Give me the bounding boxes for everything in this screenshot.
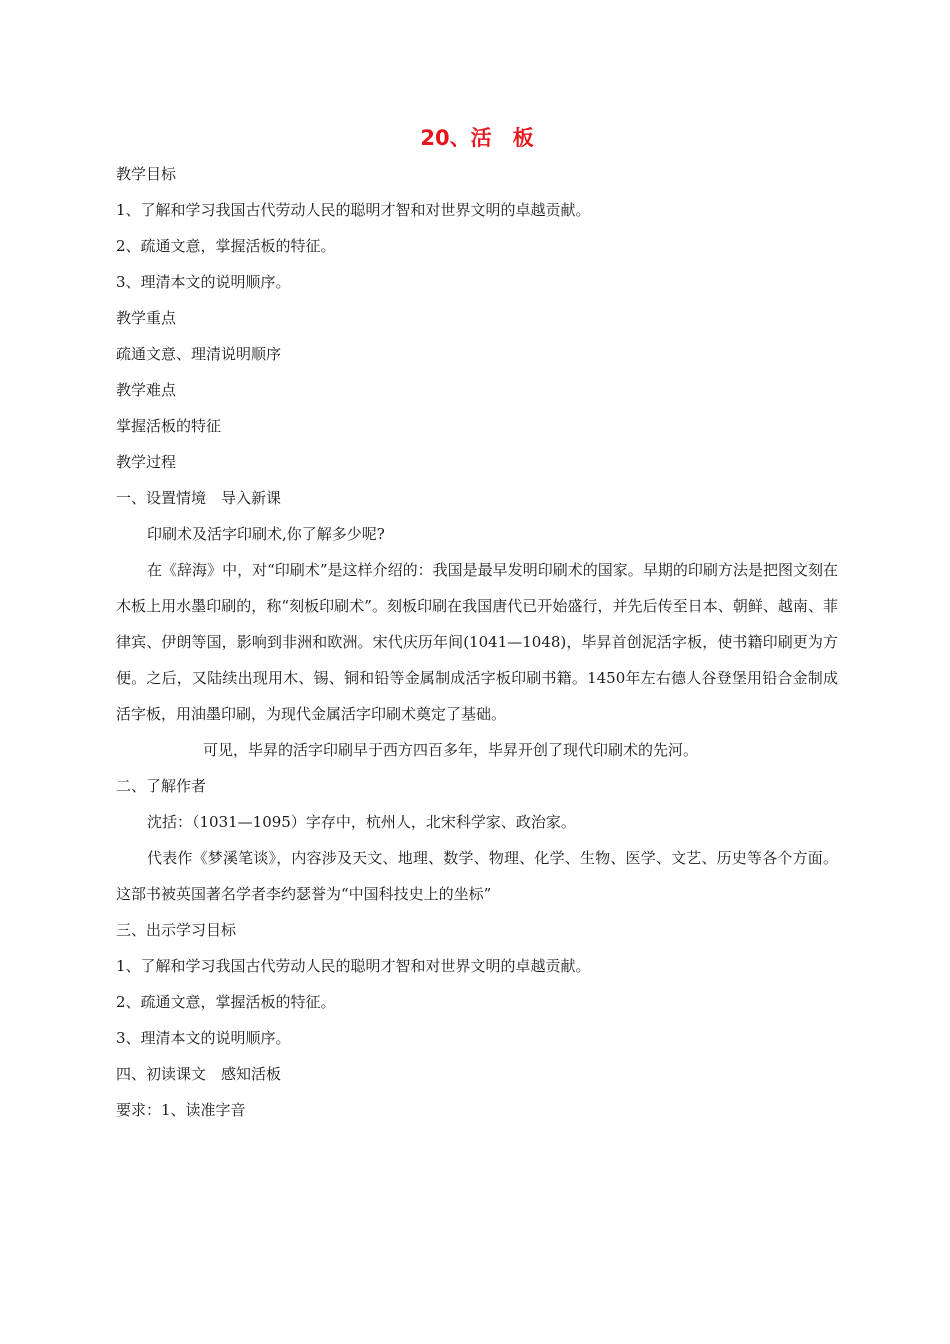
step1-heading: 一、设置情境 导入新课 [116, 489, 282, 507]
step3-heading: 三、出示学习目标 [116, 921, 237, 939]
difficult-text: 掌握活板的特征 [116, 417, 222, 435]
step1-conclusion: 可见，毕昇的活字印刷早于西方四百多年，毕昇开创了现代印刷术的先河。 [203, 741, 699, 759]
key-text: 疏通文意、理清说明顺序 [116, 345, 282, 363]
document-title: 20、活 板 [420, 126, 534, 150]
step2-heading: 二、了解作者 [116, 777, 207, 795]
step2-paragraph: 代表作《梦溪笔谈》，内容涉及天文、地理、数学、物理、化学、生物、医学、文艺、历史等各个方面。这部书被英国著名学者李约瑟誉为“中国科技史上的坐标” [116, 849, 838, 903]
goal-item: 2、疏通文意，掌握活板的特征。 [116, 237, 336, 255]
step1-paragraph: 在《辞海》中，对“印刷术”是这样介绍的：我国是最早发明印刷术的国家。早期的印刷方法是把图文刻在木板上用水墨印刷的，称“刻板印刷术”。刻板印刷在我国唐代已开始盛行，并先后传至日本、朝鲜、越南、菲律宾、伊朗等国，影响到非洲和欧洲。宋代庆历年间(1041—1048)，毕昇首创泥活字板，使书籍印刷更为方便。之后，又陆续出现用木、锡、铜和铅等金属制成活字板印刷书籍。1450年左右德人谷登堡用铅合金制成活字板，用油墨印刷，为现代金属活字印刷术奠定了基础。 [116, 561, 838, 723]
key-heading: 教学重点 [116, 309, 177, 327]
step2-author: 沈括：（1031—1095）字存中，杭州人，北宋科学家、政治家。 [147, 813, 576, 831]
step4-heading: 四、初读课文 感知活板 [116, 1065, 282, 1083]
goal-item: 2、疏通文意，掌握活板的特征。 [116, 993, 336, 1011]
goals-heading: 教学目标 [116, 165, 177, 183]
goal-item: 1、了解和学习我国古代劳动人民的聪明才智和对世界文明的卓越贡献。 [116, 201, 591, 219]
goal-item: 3、理清本文的说明顺序。 [116, 1029, 291, 1047]
goal-item: 3、理清本文的说明顺序。 [116, 273, 291, 291]
difficult-heading: 教学难点 [116, 381, 177, 399]
step4-requirement: 要求：1、读准字音 [116, 1101, 246, 1119]
goal-item: 1、了解和学习我国古代劳动人民的聪明才智和对世界文明的卓越贡献。 [116, 957, 591, 975]
step1-question: 印刷术及活字印刷术,你了解多少呢? [147, 525, 385, 543]
process-heading: 教学过程 [116, 453, 177, 471]
document-page [116, 120, 838, 1128]
